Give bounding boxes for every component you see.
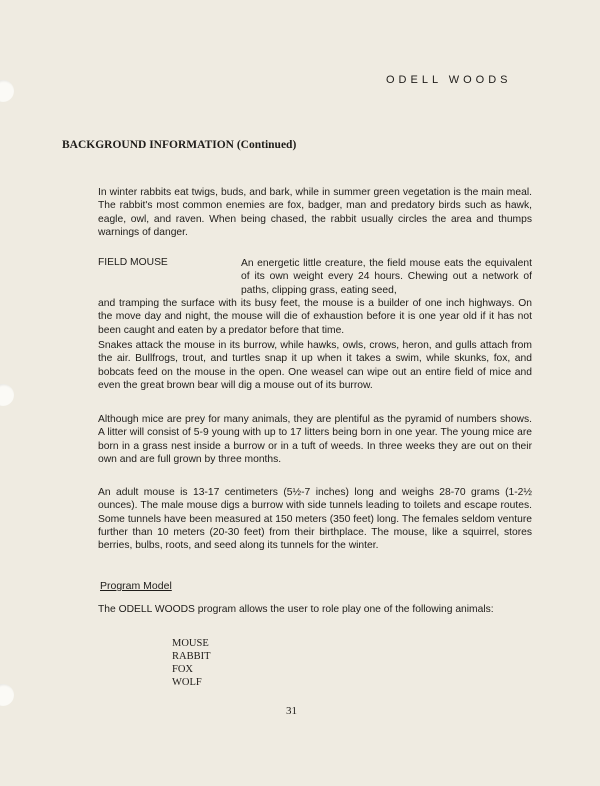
paragraph-predators: Snakes attack the mouse in its burrow, while hawks, owls, crows, heron, and gulls attach from the air. Bullfrogs, trout, and turtles snap it up when it takes a swim, while skunks, fox, and bobcats feed on the mouse in the open. One weasel can wipe out an entire field of mice and even the great brown bear will dig a mouse out of its burrow. (98, 340, 532, 391)
list-item: RABBIT (172, 651, 211, 662)
section-title: BACKGROUND INFORMATION (Continued) (62, 139, 297, 151)
list-item: FOX (172, 664, 194, 675)
field-mouse-definition: An energetic little creature, the field mouse eats the equivalent of its own weight every 24 hours. Chewing out a network of paths, clipping grass, eating seed, (241, 258, 532, 296)
binder-hole (0, 684, 14, 706)
list-item: MOUSE (172, 638, 209, 649)
field-mouse-term: FIELD MOUSE (98, 257, 168, 268)
program-model-intro: The ODELL WOODS program allows the user to role play one of the following animals: (98, 604, 494, 615)
paragraph-size: An adult mouse is 13-17 centimeters (5½-7 inches) long and weighs 28-70 grams (1-2½ ounces). The male mouse digs a burrow with side tunnels leading to toilets and escape routes. Some tunnels have been measured at 150 meters (350 feet) long. The females seldom venture further than 10 meters (20-30 feet) from their birthplace. The mouse, like a squirrel, stores berries, bulbs, roots, and seed along its tunnels for the winter. (98, 487, 532, 552)
paragraph-reproduction: Although mice are prey for many animals, they are plentiful as the pyramid of numbers shows. A litter will consist of 5-9 young with up to 17 litters being born in one year. The young mice are born in a grass nest inside a burrow or in a tuft of weeds. In three weeks they are out on their own and are full grown by three months. (98, 414, 532, 465)
binder-hole (0, 80, 14, 102)
page-number: 31 (286, 705, 297, 717)
list-item: WOLF (172, 677, 202, 688)
binder-hole (0, 384, 14, 406)
running-header: ODELL WOODS (386, 74, 512, 86)
program-model-heading: Program Model (100, 580, 172, 592)
animal-list (172, 637, 211, 689)
paragraph-field-mouse-continued: and tramping the surface with its busy feet, the mouse is a builder of one inch highways. On the move day and night, the mouse will die of exhaustion before it is one year old if it has not been caught and eaten by a predator before that time. (98, 298, 532, 336)
paragraph-rabbit: In winter rabbits eat twigs, buds, and bark, while in summer green vegetation is the main meal. The rabbit's most common enemies are fox, badger, man and predatory birds such as hawk, eagle, owl, and raven. When being chased, the rabbit usually circles the area and thumps warnings of danger. (98, 187, 532, 238)
